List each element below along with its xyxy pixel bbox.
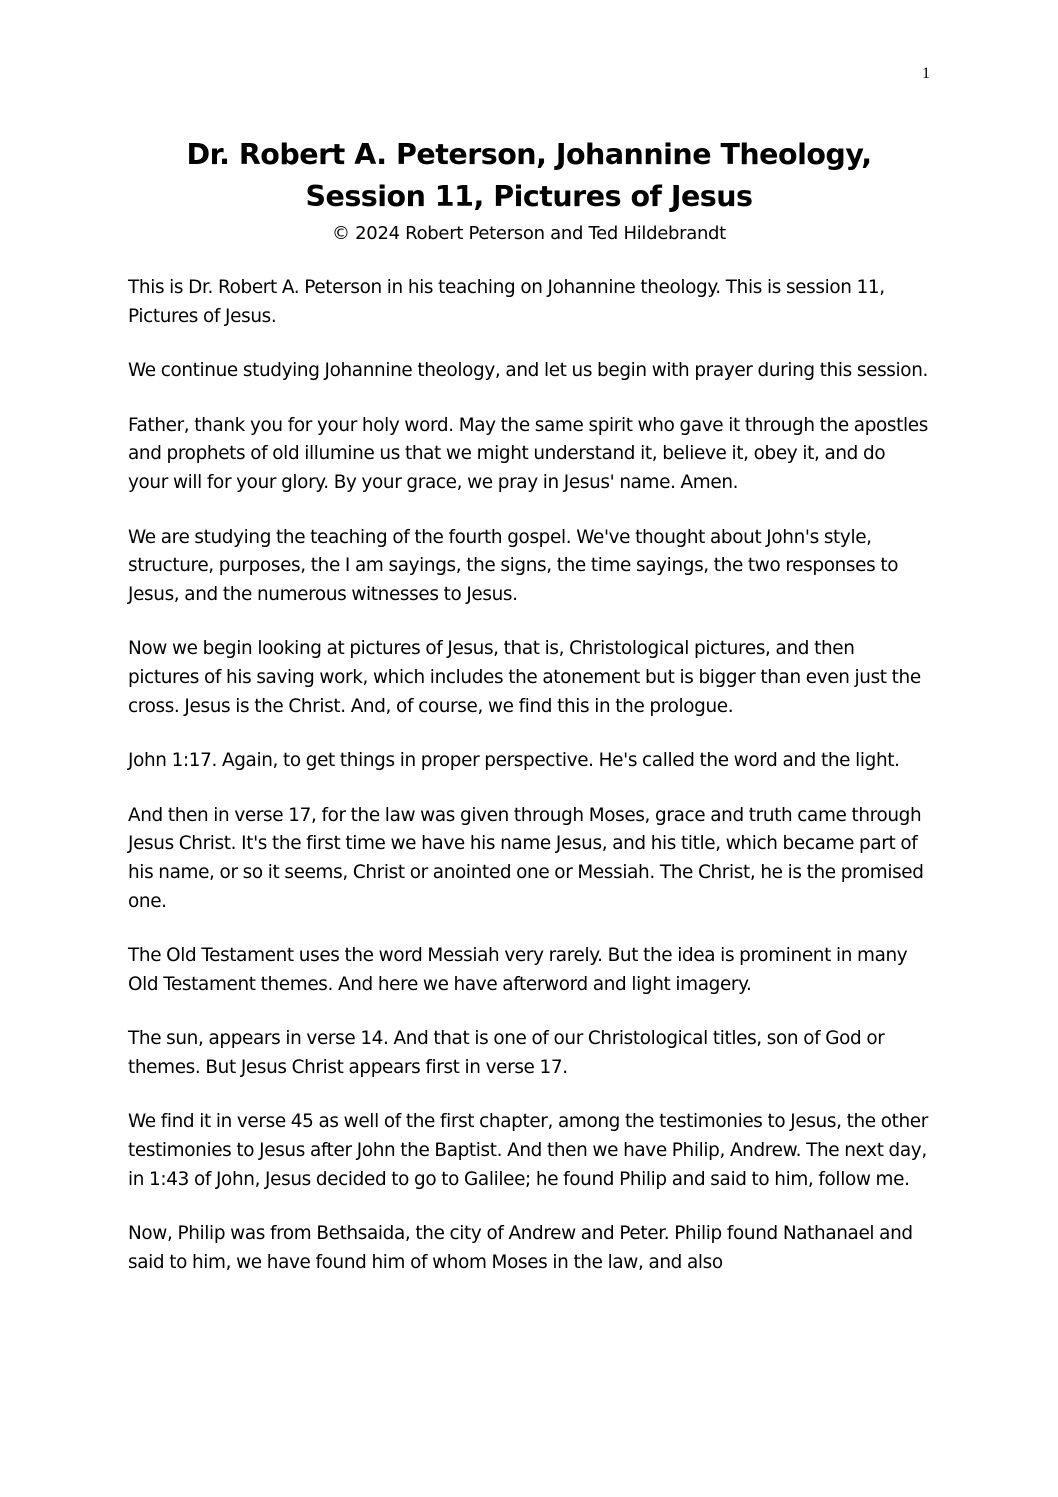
title-line-1: Dr. Robert A. Peterson, Johannine Theology,: [186, 138, 872, 171]
paragraph: The sun, appears in verse 14. And that is one of our Christological titles, son of God or themes. But Jesus Christ appears first in verse 17.: [128, 1028, 885, 1078]
transcript-body: [128, 274, 928, 1303]
paragraph: Now we begin looking at pictures of Jesus, that is, Christological pictures, and then pictures of his saving work, which includes the atonement but is bigger than even just the cross. Jesus is the Christ. And, of course, we find this in the prologue.: [128, 638, 921, 717]
paragraph: Now, Philip was from Bethsaida, the city of Andrew and Peter. Philip found Nathanael and said to him, we have found him of whom Moses in the law, and also: [128, 1223, 913, 1273]
title-line-2: Session 11, Pictures of Jesus: [305, 180, 753, 213]
paragraph: We find it in verse 45 as well of the first chapter, among the testimonies to Jesus, the other testimonies to Jesus after John the Baptist. And then we have Philip, Andrew. The next day, in 1:43 of John, Jesus decided to go to Galilee; he found Philip and said to him, follow me.: [128, 1111, 928, 1190]
paragraph: Father, thank you for your holy word. May the same spirit who gave it through the apostles and prophets of old illumine us that we might understand it, believe it, obey it, and do your will for your glory. By your grace, we pray in Jesus' name. Amen.: [128, 414, 928, 493]
paragraph: This is Dr. Robert A. Peterson in his teaching on Johannine theology. This is session 11, Pictures of Jesus.: [128, 277, 885, 327]
page-number: 1: [922, 65, 930, 82]
paragraph: And then in verse 17, for the law was given through Moses, grace and truth came through Jesus Christ. It's the first time we have his name Jesus, and his title, which became part of his name, or so it seems, Christ or anointed one or Messiah. The Christ, he is the promised one.: [128, 804, 924, 912]
paragraph: John 1:17. Again, to get things in proper perspective. He's called the word and the light.: [128, 750, 900, 772]
paragraph: The Old Testament uses the word Messiah very rarely. But the idea is prominent in many Old Testament themes. And here we have afterword and light imagery.: [128, 945, 908, 995]
copyright-line: © 2024 Robert Peterson and Ted Hildebrandt: [332, 223, 726, 244]
paragraph: We are studying the teaching of the fourth gospel. We've thought about John's style, structure, purposes, the I am sayings, the signs, the time sayings, the two responses to Jesus, and the numerous witnesses to Jesus.: [128, 526, 899, 605]
document-title: [0, 134, 1058, 218]
paragraph: We continue studying Johannine theology, and let us begin with prayer during this session.: [128, 360, 929, 382]
